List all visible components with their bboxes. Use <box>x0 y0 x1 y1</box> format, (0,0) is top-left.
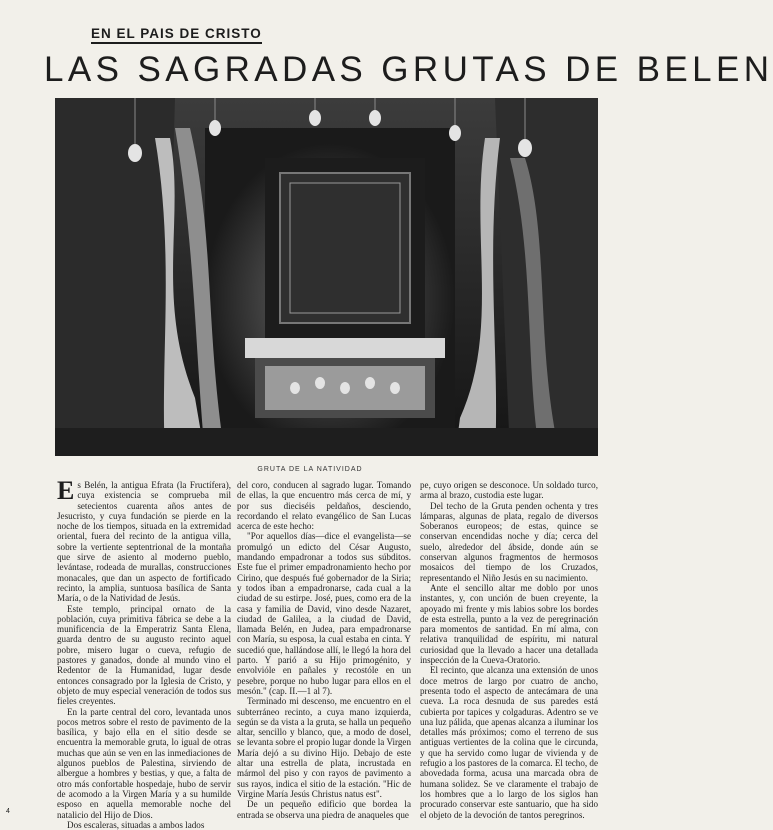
paragraph: pe, cuyo origen se desconoce. Un soldado turco, arma al brazo, custodia este lugar. <box>420 480 598 501</box>
paragraph: Este templo, principal ornato de la población, cuya primitiva fábrica se debe a la munificencia de la Emperatriz Santa Elena, guarda dentro de su augusto recinto aquel pobre, misero lugar o cueva, refugio de pastores y ganados, donde al mundo vino el Redentor de la Humanidad, lugar desde entonces consagrado por la Iglesia de Cristo, y objeto de muy especial veneración de todos sus fieles creyentes. <box>57 603 231 707</box>
grotto-photo <box>55 98 598 456</box>
article-column-2 <box>237 480 411 820</box>
paragraph: Del techo de la Gruta penden ochenta y tres lámparas, algunas de plata, regalo de diversos Soberanos europeos; de estas, quince se conservan encendidas noche y día; cerca del suelo, alrededor del ábside, donde aún se conservan algunos fragmentos de hermosos mosaicos del tiempo de los Cruzados, representando el Niño Jesús en su nacimiento. <box>420 500 598 583</box>
paragraph: Es Belén, la antigua Efrata (la Fructífera), cuya existencia se comprueba mil setecientos cuarenta años antes de Jesucristo, y cuya fundación se pierde en la noche de los tiempos, situada en la extremidad oriental, fuera del recinto de la antigua villa, sobre la vertiente septentrional de la montaña que sirve de asiento al moderno pueblo, levántase, rodeada de murallas, construcciones monacales, que dan un aspecto de fortificado recinto, la amplia, suntuosa basílica de Santa María, o de la Natividad de Jesús. <box>57 476 231 604</box>
article-column-1 <box>57 476 231 830</box>
grotto-photo-illustration <box>55 98 598 456</box>
section-kicker: EN EL PAIS DE CRISTO <box>91 26 262 44</box>
paragraph: Dos escaleras, situadas a ambos lados <box>67 819 205 830</box>
photo-caption: GRUTA DE LA NATIVIDAD <box>257 466 363 473</box>
paragraph: del coro, conducen al sagrado lugar. Tomando de ellas, la que encuentro más cerca de mí, y por sus dieciséis peldaños, desciendo, recordando el relato evangélico de San Lucas acerca de este hecho: <box>237 480 411 532</box>
article-column-3 <box>420 480 599 820</box>
paragraph: De un pequeño edificio que bordea la entrada se observa una piedra de anaqueles que <box>237 799 411 820</box>
paragraph: "Por aquellos días—dice el evangelista—se promulgó un edicto del César Augusto, mandando empadronar a todos sus súbditos. Este fue el primer empadronamiento hecho por Cirino, que después fué gobernador de la Siria; y todos iban a empadronarse, cada cual a la ciudad de su estirpe. José, pues, como era de la casa y familia de David, vino desde Nazaret, ciudad de Galilea, a la ciudad de David, llamada Belén, en Judea, para empadronarse con María, su esposa, la cual estaba en cinta. Y sucedió que, hallándose allí, le llegó la hora del parto. Y parió a su Hijo primogénito, y envolvióle en pañales y recostóle en un pesebre, porque no hubo lugar para ellos en el mesón." (cap. II.—1 al 7). <box>237 531 411 696</box>
paragraph: Terminado mi descenso, me encuentro en el subterráneo recinto, a cuya mano izquierda, según se da vista a la gruta, se halla un pequeño altar, sencillo y blanco, que, a modo de dosel, se levanta sobre el propio lugar donde la Virgen María dejó a su divino Hijo. Debajo de este altar una estrella de plata, incrustada en mármol del piso y con rayos de pavimento a sus rayos, indica el sitio de la estación. "Hic de Virgine María Jesús Christus natus est". <box>237 696 411 799</box>
page-marker: 4 <box>6 808 10 815</box>
paragraph: En la parte central del coro, levantada unos pocos metros sobre el resto de pavimento de la basílica, y bajo ella en el sitio desde se encuentra la memorable gruta, lo igual de otras muchas que aún se ven en las inmediaciones de algunos pueblos de Palestina, sirviendo de albergue a hombres y bestias, y que, a falta de otro más confortable hospedaje, hubo de servir de acomodo a la Virgen María y a su humilde esposo en aquella memorable noche del natalicio del Hijo de Dios. <box>57 706 231 820</box>
paragraph: El recinto, que alcanza una extensión de unos doce metros de largo por cuatro de ancho, presenta todo el aspecto de antecámara de una cueva. La roca desnuda de sus paredes está cubierta por tapices y colgaduras. Adentro se ve una luz pálida, que apenas alcanza a iluminar los detalles más próximos; como el terreno de sus antiguas vertientes de la colina que le circunda, y que ha servido como lugar de vivienda y de refugio a los pastores de la comarca. El techo, de abovedada forma, acusa una marcada obra de humana solidez. Se ve claramente el trabajo de los hombres que a lo largo de los siglos han procurado conservar este santuario, que ha sido el objeto de la devoción de tantos peregrinos. <box>420 665 599 820</box>
paragraph: Ante el sencillo altar me doblo por unos instantes, y, con unción de buen creyente, la apoyado mi frente y mis labios sobre los bordes de esta estrella, punto a la vez de peregrinación para momentos de santidad. En mí alma, con relativa tranquilidad de espíritu, mi natural curiosidad que la llevado a hacer una detallada inspección de la Cueva-Oratorio. <box>420 582 598 666</box>
headline: LAS SAGRADAS GRUTAS DE BELEN <box>44 50 773 89</box>
